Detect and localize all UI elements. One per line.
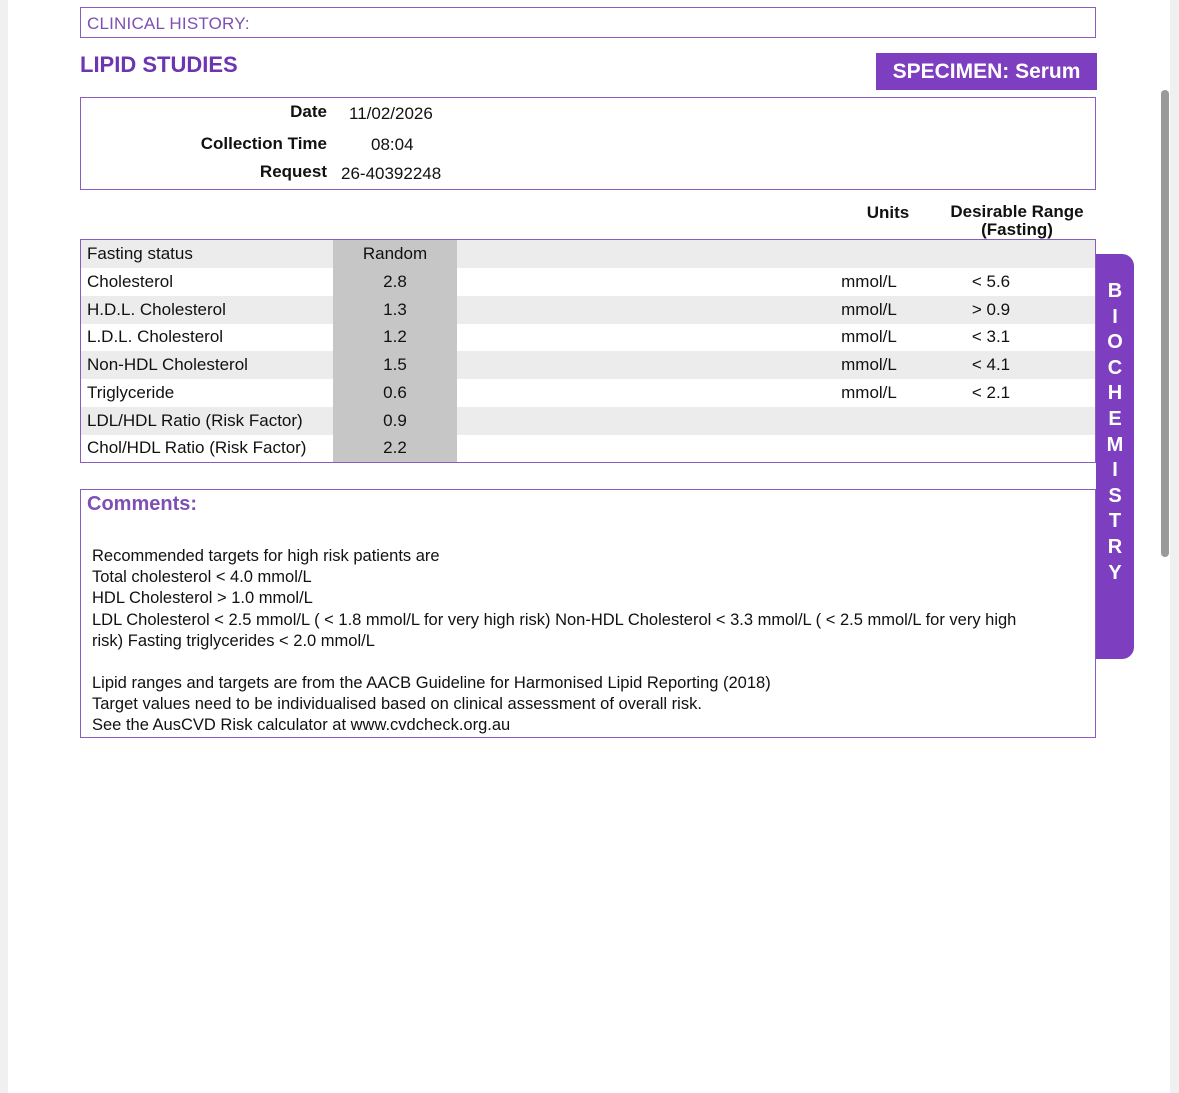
test-units	[821, 240, 917, 268]
side-tab-letter: H	[1107, 382, 1123, 405]
side-tab-letter: O	[1107, 331, 1123, 354]
date-label: Date	[290, 102, 327, 121]
specimen-badge: SPECIMEN: Serum	[876, 53, 1097, 90]
result-row	[81, 434, 1095, 462]
test-units: mmol/L	[841, 327, 897, 347]
biochemistry-side-tab[interactable]	[1096, 254, 1134, 659]
test-range: < 3.1	[971, 327, 1011, 347]
test-value: 0.6	[333, 379, 457, 407]
test-range: < 5.6	[971, 271, 1011, 291]
test-units: mmol/L	[841, 355, 897, 374]
side-tab-letter: R	[1107, 536, 1123, 558]
request-value: 26-40392248	[341, 164, 442, 183]
result-row	[81, 268, 1095, 296]
test-name: Cholesterol	[87, 271, 173, 291]
test-units	[821, 407, 917, 435]
test-value: 1.3	[333, 296, 457, 324]
test-name: Triglyceride	[87, 382, 175, 402]
side-tab-letter: C	[1107, 356, 1123, 379]
units-header: Units	[866, 203, 910, 222]
range-header-title: Desirable Range	[950, 202, 1084, 221]
result-row	[81, 351, 1095, 379]
test-value: Random	[333, 240, 457, 268]
request-info-box	[80, 97, 1096, 190]
result-row	[81, 407, 1095, 435]
test-units: mmol/L	[841, 299, 897, 319]
test-range	[943, 407, 1039, 435]
comment-line: Total cholesterol < 4.0 mmol/L	[92, 568, 312, 586]
side-tab-letter: T	[1108, 510, 1122, 533]
comment-line: HDL Cholesterol > 1.0 mmol/L	[92, 589, 313, 607]
section-title: LIPID STUDIES	[80, 52, 238, 77]
range-header	[934, 203, 1100, 239]
test-name: Non-HDL Cholesterol	[87, 355, 248, 374]
collection-time-value: 08:04	[371, 135, 414, 154]
test-range	[943, 240, 1039, 268]
comments-title: Comments:	[87, 493, 198, 515]
comments-box	[80, 489, 1096, 738]
test-range: < 4.1	[971, 355, 1011, 374]
side-tab-letter: E	[1108, 408, 1122, 430]
report-page	[8, 0, 1170, 1093]
date-value: 11/02/2026	[349, 104, 433, 123]
side-tab-letter: I	[1112, 305, 1118, 328]
test-value: 2.2	[333, 434, 457, 462]
comment-line: risk) Fasting triglycerides < 2.0 mmol/L	[92, 632, 375, 650]
test-value: 1.2	[333, 323, 457, 351]
comment-line: Target values need to be individualised based on clinical assessment of overall risk.	[92, 695, 702, 713]
side-tab-letter: B	[1107, 280, 1123, 302]
test-name: Fasting status	[87, 244, 193, 263]
side-tab-letter: S	[1108, 484, 1122, 507]
result-row	[81, 296, 1095, 324]
comment-line: See the AusCVD Risk calculator at www.cvdcheck.org.au	[92, 716, 511, 734]
comment-line: Lipid ranges and targets are from the AACB Guideline for Harmonised Lipid Reporting (2018)	[92, 674, 771, 692]
comment-line: LDL Cholesterol < 2.5 mmol/L ( < 1.8 mmol/L for very high risk) Non-HDL Cholesterol < 3.3 mmol/L ( < 2.5 mmol/L for very high	[92, 611, 1017, 629]
results-table	[80, 239, 1096, 463]
side-tab-letter: I	[1112, 459, 1118, 482]
clinical-history-box	[80, 7, 1096, 38]
test-name: Chol/HDL Ratio (Risk Factor)	[87, 438, 307, 458]
test-units	[821, 434, 917, 462]
request-label: Request	[259, 162, 327, 181]
test-value: 2.8	[333, 268, 457, 296]
test-name: LDL/HDL Ratio (Risk Factor)	[87, 410, 303, 430]
vertical-scrollbar[interactable]	[1161, 90, 1169, 557]
collection-time-label: Collection Time	[200, 134, 327, 153]
test-range: < 2.1	[971, 382, 1011, 402]
clinical-history-label: CLINICAL HISTORY:	[87, 14, 250, 33]
result-row	[81, 240, 1095, 268]
test-name: H.D.L. Cholesterol	[87, 299, 226, 319]
test-units: mmol/L	[841, 271, 897, 291]
side-tab-letter: M	[1106, 433, 1124, 456]
test-name: L.D.L. Cholesterol	[87, 327, 224, 347]
test-range	[943, 434, 1039, 462]
test-units: mmol/L	[841, 382, 897, 402]
result-row	[81, 379, 1095, 407]
range-header-note: (Fasting)	[981, 220, 1053, 239]
comment-line: Recommended targets for high risk patients are	[92, 547, 440, 565]
test-value: 1.5	[333, 351, 457, 379]
result-row	[81, 323, 1095, 351]
test-range: > 0.9	[971, 299, 1011, 319]
side-tab-letter: Y	[1108, 561, 1122, 584]
test-value: 0.9	[333, 407, 457, 435]
